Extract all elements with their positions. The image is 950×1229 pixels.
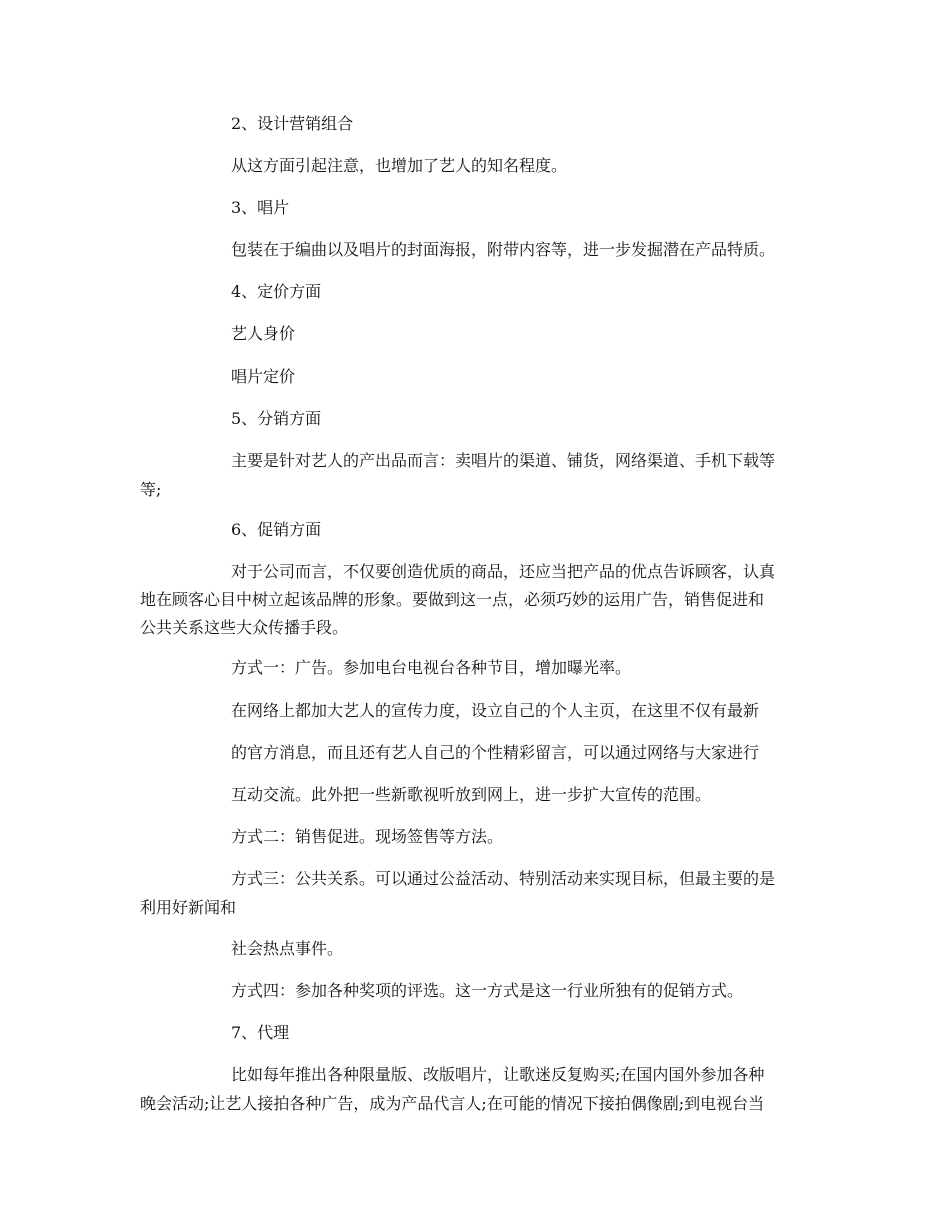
- paragraph-examples-line2: 晚会活动;让艺人接拍各种广告，成为产品代言人;在可能的情况下接拍偶像剧;到电视台当: [140, 1094, 765, 1113]
- paragraph-channels-cont: 等;: [140, 480, 162, 499]
- method-three-line3: 社会热点事件。: [231, 939, 344, 958]
- paragraph-company-line3: 公共关系这些大众传播手段。: [140, 618, 349, 637]
- item-album-price: 唱片定价: [231, 367, 296, 386]
- heading-pricing: 4、定价方面: [231, 282, 322, 301]
- heading-marketing-mix: 2、设计营销组合: [231, 114, 354, 133]
- heading-promotion: 6、促销方面: [231, 520, 322, 539]
- paragraph-examples: 比如每年推出各种限量版、改版唱片，让歌迷反复购买;在国内国外参加各种: [231, 1065, 765, 1084]
- paragraph-online-line2: 的官方消息，而且还有艺人自己的个性精彩留言，可以通过网络与大家进行: [231, 743, 760, 762]
- heading-distribution: 5、分销方面: [231, 409, 322, 428]
- paragraph-channels: 主要是针对艺人的产出品而言：卖唱片的渠道、铺货，网络渠道、手机下载等: [231, 451, 776, 470]
- heading-agency: 7、代理: [231, 1023, 290, 1042]
- paragraph-online-line1: 在网络上都加大艺人的宣传力度，设立自己的个人主页，在这里不仅有最新: [231, 701, 760, 720]
- item-artist-value: 艺人身价: [231, 324, 296, 343]
- heading-album: 3、唱片: [231, 198, 290, 217]
- method-one-advertising: 方式一：广告。参加电台电视台各种节目，增加曝光率。: [231, 658, 632, 677]
- method-two-sales-promotion: 方式二：销售促进。现场签售等方法。: [231, 827, 504, 846]
- paragraph-company-line2: 地在顾客心目中树立起该品牌的形象。要做到这一点，必须巧妙的运用广告，销售促进和: [140, 590, 765, 609]
- paragraph-awareness: 从这方面引起注意，也增加了艺人的知名程度。: [231, 156, 568, 175]
- paragraph-packaging: 包装在于编曲以及唱片的封面海报，附带内容等，进一步发掘潜在产品特质。: [231, 240, 776, 259]
- paragraph-online-line3: 互动交流。此外把一些新歌视听放到网上，进一步扩大宣传的范围。: [231, 785, 712, 804]
- method-four-awards: 方式四：参加各种奖项的评选。这一方式是这一行业所独有的促销方式。: [231, 981, 744, 1000]
- method-three-cont: 利用好新闻和: [140, 898, 237, 917]
- paragraph-company: 对于公司而言，不仅要创造优质的商品，还应当把产品的优点告诉顾客，认真: [231, 562, 776, 581]
- method-three-public-relations: 方式三：公共关系。可以通过公益活动、特别活动来实现目标，但最主要的是: [231, 869, 776, 888]
